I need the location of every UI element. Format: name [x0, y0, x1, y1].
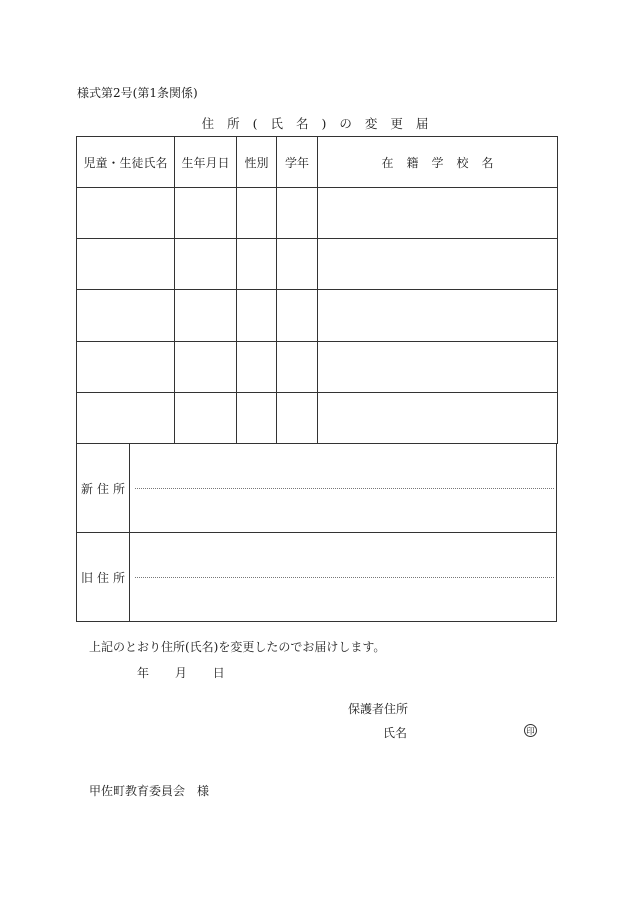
header-school-name-text: 在籍学校名: [381, 155, 507, 170]
school-name-cell[interactable]: [318, 290, 558, 341]
birthdate-cell[interactable]: [175, 290, 237, 341]
table-row: [77, 188, 558, 239]
date-line: [137, 664, 247, 681]
table-row: [77, 239, 558, 290]
date-year: 年: [137, 666, 150, 680]
birthdate-cell[interactable]: [175, 239, 237, 290]
grade-cell[interactable]: [277, 290, 318, 341]
gender-cell[interactable]: [237, 341, 277, 392]
document-title-text: 住所(氏名)の変更届: [201, 116, 442, 131]
gender-cell[interactable]: [237, 290, 277, 341]
addressee: 甲佐町教育委員会 様: [89, 784, 210, 798]
grade-cell[interactable]: [277, 188, 318, 239]
birthdate-cell[interactable]: [175, 341, 237, 392]
student-name-cell[interactable]: [77, 188, 175, 239]
declaration-statement: 上記のとおり住所(氏名)を変更したのでお届けします。: [89, 640, 386, 654]
old-address-field[interactable]: [135, 577, 554, 578]
student-table: [76, 136, 558, 444]
guardian-name-label: 氏名: [383, 726, 408, 740]
date-day: 日: [212, 666, 225, 680]
student-name-cell[interactable]: [77, 392, 175, 443]
gender-cell[interactable]: [237, 392, 277, 443]
header-student-name: 児童・生徒氏名: [77, 137, 175, 188]
guardian-address-label: 保護者住所: [348, 702, 409, 716]
student-table-header-row: [77, 137, 558, 188]
school-name-cell[interactable]: [318, 392, 558, 443]
birthdate-cell[interactable]: [175, 392, 237, 443]
form-number-label: 様式第2号(第1条関係): [77, 86, 198, 100]
student-name-cell[interactable]: [77, 341, 175, 392]
grade-cell[interactable]: [277, 341, 318, 392]
date-month: 月: [174, 666, 187, 680]
table-row: [77, 290, 558, 341]
birthdate-cell[interactable]: [175, 188, 237, 239]
header-grade: 学年: [277, 137, 318, 188]
old-address-label: 旧住所: [77, 533, 130, 621]
table-row: [77, 341, 558, 392]
header-birthdate: 生年月日: [175, 137, 237, 188]
header-gender: 性別: [237, 137, 277, 188]
old-address-box: [76, 533, 557, 622]
school-name-cell[interactable]: [318, 188, 558, 239]
student-name-cell[interactable]: [77, 290, 175, 341]
school-name-cell[interactable]: [318, 341, 558, 392]
new-address-field[interactable]: [135, 488, 554, 489]
gender-cell[interactable]: [237, 239, 277, 290]
grade-cell[interactable]: [277, 392, 318, 443]
new-address-label: 新住所: [77, 444, 130, 532]
student-name-cell[interactable]: [77, 239, 175, 290]
document-title: [0, 114, 630, 132]
new-address-box: [76, 444, 557, 533]
gender-cell[interactable]: [237, 188, 277, 239]
seal-icon: 印: [524, 724, 537, 737]
school-name-cell[interactable]: [318, 239, 558, 290]
table-row: [77, 392, 558, 443]
grade-cell[interactable]: [277, 239, 318, 290]
header-school-name: [318, 137, 558, 188]
